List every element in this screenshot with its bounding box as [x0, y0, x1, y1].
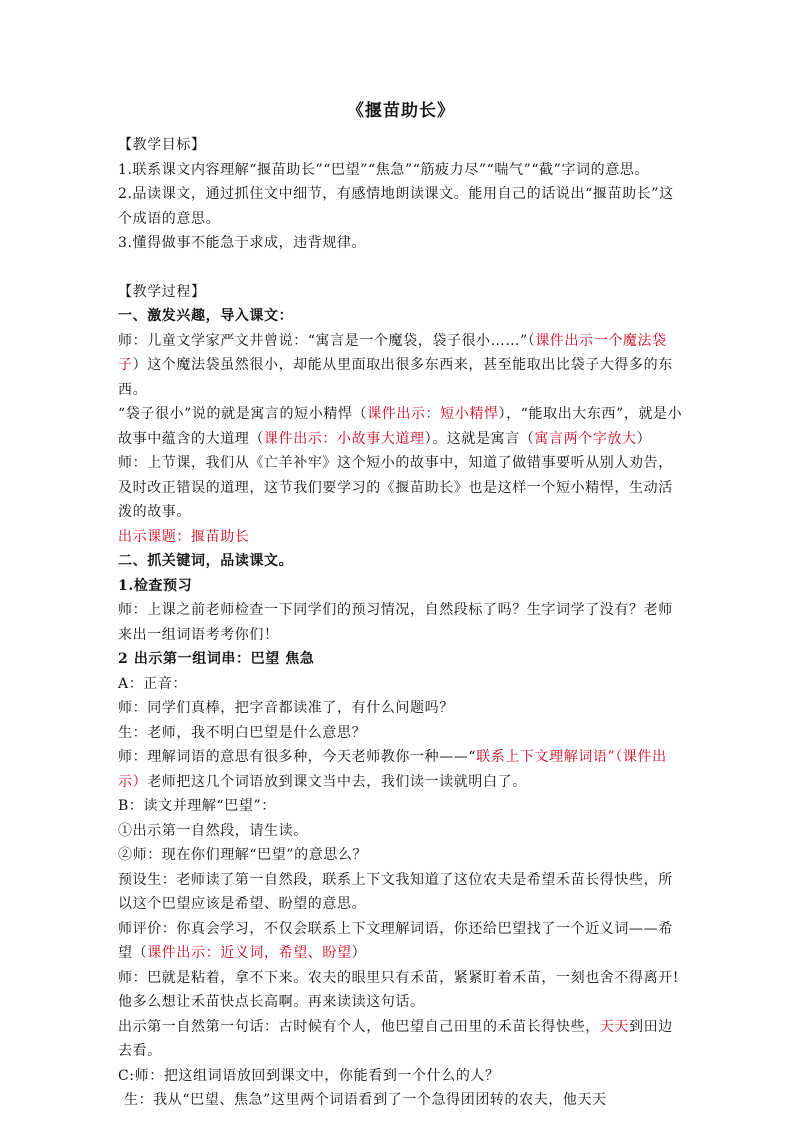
- goals-heading: 【教学目标】: [118, 137, 206, 153]
- red-annotation: 课件出示：小故事大道理: [264, 430, 425, 447]
- red-annotation: 课件出示：短小精悍: [367, 406, 499, 422]
- paragraph: 出示课题：揠苗助长: [118, 528, 250, 545]
- red-annotation: 联系上下文理解词语”（课件出示）: [118, 749, 667, 790]
- subheading: 2 出示第一组词串：巴望 焦急: [118, 651, 315, 667]
- red-annotation: 寓言两个字放大: [534, 430, 637, 447]
- paragraph: B：读文并理解“巴望”：: [118, 798, 276, 814]
- paragraph: 师：儿童文学家严文井曾说：“寓言是一个魔袋，袋子很小……”（课件出示一个魔法袋子）这个魔法袋虽然很小，却能从里面取出很多东西来，甚至能取出比袋子大得多的东西。: [118, 332, 673, 398]
- paragraph: C:师：把这组词语放回到课文中，你能看到一个什么的人？: [118, 1067, 500, 1084]
- paragraph: 师评价：你真会学习，不仅会联系上下文理解词语，你还给巴望找了一个近义词——希望（课件出示：近义词，希望、盼望）: [118, 920, 673, 961]
- section-heading: 一、激发兴趣，导入课文：: [118, 308, 294, 324]
- red-annotation: 课件出示一个魔法袋子: [118, 332, 667, 373]
- goal-item: 3.懂得做事不能急于求成，违背规律。: [118, 235, 367, 251]
- paragraph: 师：理解词语的意思有很多种，今天老师教你一种——“联系上下文理解词语”（课件出示）老师把这几个词语放到课文当中去，我们读一读就明白了。: [118, 749, 667, 790]
- paragraph: ②师：现在你们理解“巴望”的意思么？: [118, 847, 368, 863]
- section-heading: 二、抓关键词，品读课文。: [118, 553, 294, 569]
- paragraph: 生：老师，我不明白巴望是什么意思？: [118, 724, 367, 741]
- paragraph: A：正音：: [118, 675, 188, 692]
- paragraph: “袋子很小”说的就是寓言的短小精悍（课件出示：短小精悍），“能取出大东西”，就是小故事中蕴含的大道理（课件出示：小故事大道理）。这就是寓言（寓言两个字放大）: [118, 406, 683, 447]
- goal-item: 1.联系课文内容理解“揠苗助长”“巴望”“焦急”“筋疲力尽”“喘气”“截”字词的意思。: [118, 161, 650, 178]
- paragraph: 预设生：老师读了第一自然段，联系上下文我知道了这位农夫是希望禾苗长得快些，所以这个巴望应该是希望、盼望的意思。: [118, 871, 673, 912]
- paragraph: 师：上节课，我们从《亡羊补牢》这个短小的故事中，知道了做错事要听从别人劝告，及时改正错误的道理，这节我们要学习的《揠苗助长》也是这样一个短小精悍，生动活泼的故事。: [118, 455, 673, 520]
- paragraph: 出示第一自然第一句话：古时候有个人，他巴望自己田里的禾苗长得快些，天天到田边去看。: [118, 1018, 673, 1059]
- goal-item: 2.品读课文，通过抓住文中细节，有感情地朗读课文。能用自己的话说出“揠苗助长”这个成语的意思。: [118, 186, 674, 227]
- red-annotation: 天天: [599, 1018, 630, 1035]
- paragraph: ①出示第一自然段，请生读。: [118, 822, 308, 839]
- paragraph: 师：巴就是粘着，拿不下来。农夫的眼里只有禾苗，紧紧盯着禾苗，一刻也舍不得离开!他多么想让禾苗快点长高啊。再来读读这句话。: [118, 969, 680, 1010]
- document-page: [118, 96, 684, 1113]
- process-heading: 【教学过程】: [118, 283, 206, 300]
- paragraph: 生：我从“巴望、焦急”这里两个词语看到了一个急得团团转的农夫，他天天: [124, 1092, 607, 1108]
- paragraph: 师：同学们真棒，把字音都读准了，有什么问题吗？: [118, 700, 454, 716]
- red-annotation: 课件出示：近义词，希望、盼望: [147, 945, 352, 961]
- page-title: 《揠苗助长》: [347, 101, 455, 121]
- paragraph: 师：上课之前老师检查一下同学们的预习情况，自然段标了吗？生字词学了没有？老师来出一组词语考考你们！: [118, 602, 673, 643]
- subheading: 1.检查预习: [118, 577, 193, 594]
